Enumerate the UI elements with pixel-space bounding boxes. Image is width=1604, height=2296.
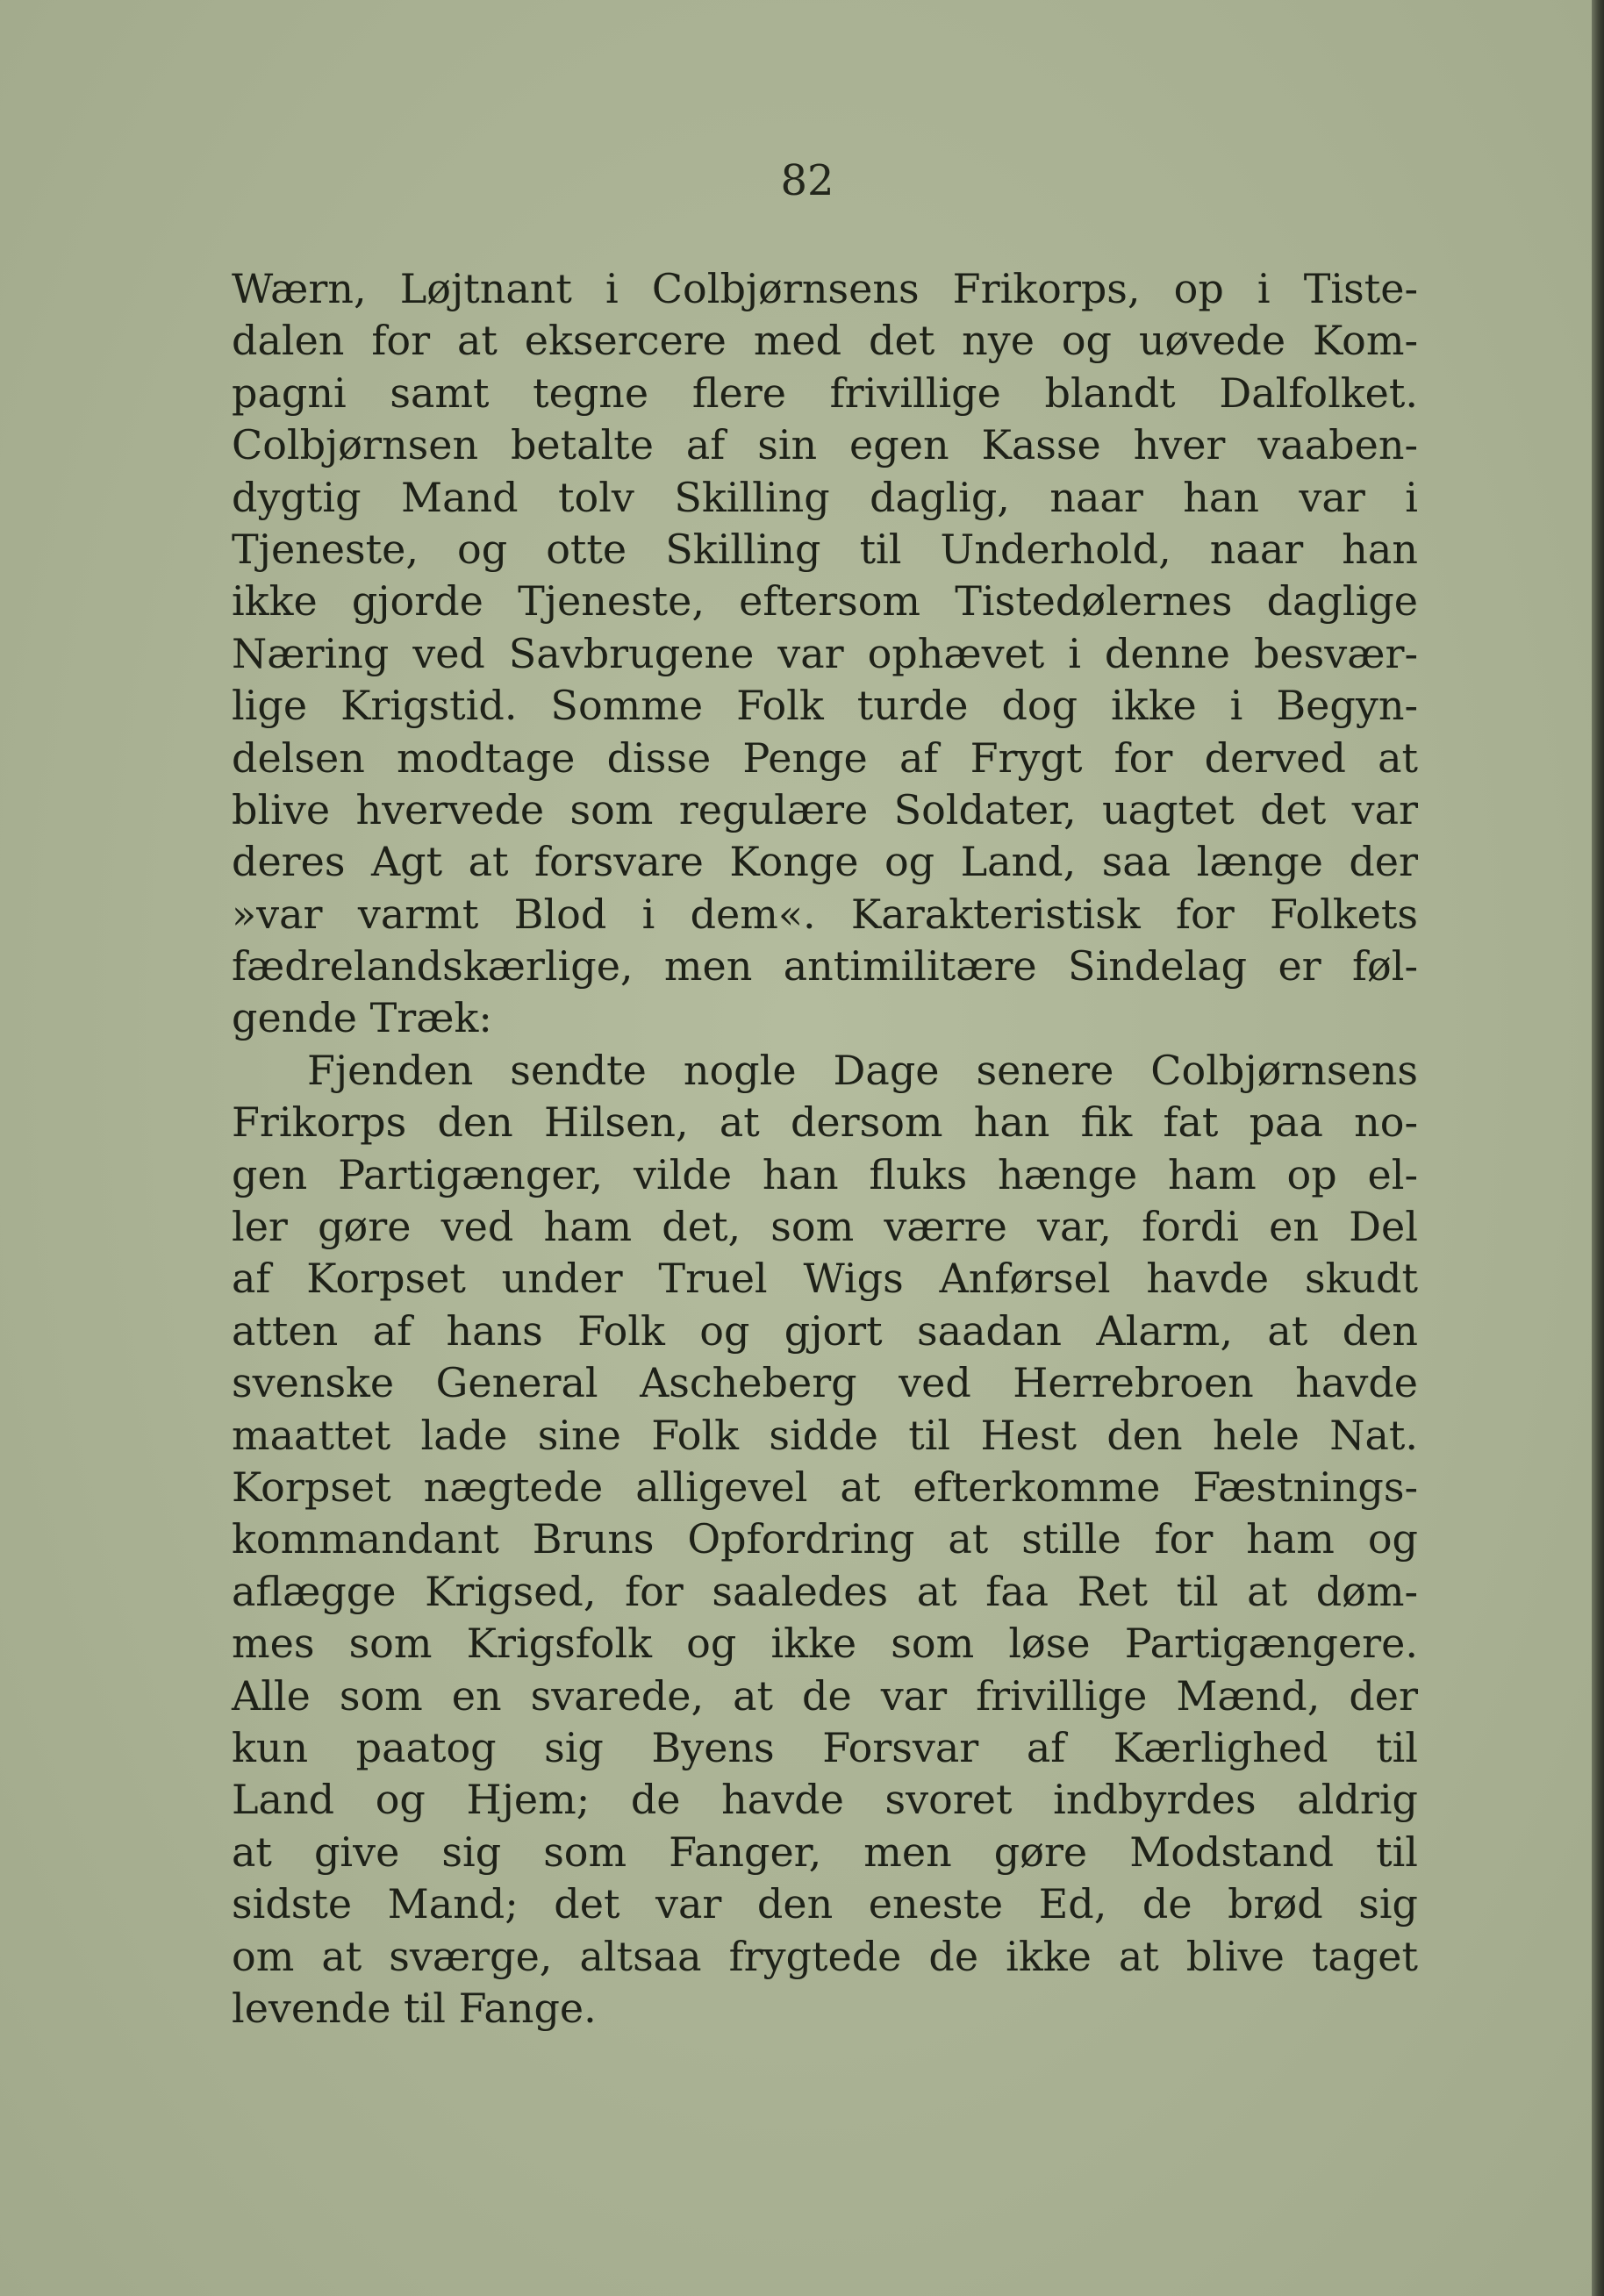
text-line: at give sig som Fanger, men gøre Modstand til <box>232 1828 1418 1876</box>
text-line: gende Træk: <box>232 994 492 1042</box>
text-line: sidste Mand; det var den eneste Ed, de brød sig <box>232 1880 1418 1928</box>
text-line: blive hvervede som regulære Soldater, uagtet det var <box>232 785 1418 833</box>
text-line: Wærn, Løjtnant i Colbjørnsens Frikorps, op i Tiste- <box>232 265 1418 312</box>
text-line: kommandant Bruns Opfordring at stille for ham og <box>232 1515 1418 1563</box>
text-line: aflægge Krigsed, for saaledes at faa Ret til at døm- <box>232 1567 1418 1615</box>
text-line: ler gøre ved ham det, som værre var, fordi en Del <box>232 1203 1418 1251</box>
text-line: mes som Krigsfolk og ikke som løse Partigængere. <box>232 1620 1418 1668</box>
text-line: fædrelandskærlige, men antimilitære Sindelag er føl- <box>232 942 1418 991</box>
page-number: 82 <box>780 156 834 205</box>
text-line: Land og Hjem; de havde svoret indbyrdes aldrig <box>232 1776 1418 1824</box>
body-text <box>232 263 1418 2035</box>
text-line: deres Agt at forsvare Konge og Land, saa længe der <box>232 838 1418 886</box>
text-line: lige Krigstid. Somme Folk turde dog ikke i Begyn- <box>232 682 1418 730</box>
text-line: dygtig Mand tolv Skilling daglig, naar han var i <box>232 473 1418 521</box>
text-line: af Korpset under Truel Wigs Anførsel havde skudt <box>232 1255 1418 1303</box>
text-line: maattet lade sine Folk sidde til Hest den hele Nat. <box>232 1411 1418 1459</box>
text-line: pagni samt tegne flere frivillige blandt Dalfolket. <box>232 368 1418 417</box>
text-line: gen Partigænger, vilde han fluks hænge ham op el- <box>232 1150 1418 1198</box>
text-line: Colbjørnsen betalte af sin egen Kasse hver vaaben- <box>232 421 1418 469</box>
text-line: atten af hans Folk og gjort saadan Alarm, at den <box>232 1306 1418 1355</box>
text-line: dalen for at eksercere med det nye og uøvede Kom- <box>232 317 1418 365</box>
text-line: delsen modtage disse Penge af Frygt for derved at <box>232 733 1418 782</box>
text-line: Tjeneste, og otte Skilling til Underhold, naar han <box>232 525 1418 573</box>
text-line: Korpset nægtede alligevel at efterkomme Fæstnings- <box>232 1463 1418 1511</box>
text-line: levende til Fange. <box>232 1984 597 2032</box>
text-line: Næring ved Savbrugene var ophævet i denne besvær- <box>232 629 1418 677</box>
text-line: Alle som en svarede, at de var frivillige Mænd, der <box>232 1671 1418 1720</box>
text-line: Fjenden sendte nogle Dage senere Colbjørnsens <box>307 1046 1418 1094</box>
text-line: om at sværge, altsaa frygtede de ikke at blive taget <box>232 1932 1418 1980</box>
text-line: svenske General Ascheberg ved Herrebroen havde <box>232 1359 1418 1407</box>
page-edge-shadow <box>1592 0 1604 2296</box>
text-line: »var varmt Blod i dem«. Karakteristisk for Folkets <box>232 890 1418 938</box>
text-line: ikke gjorde Tjeneste, eftersom Tistedølernes daglige <box>232 577 1418 626</box>
text-line: kun paatog sig Byens Forsvar af Kærlighed til <box>232 1723 1418 1771</box>
text-line: Frikorps den Hilsen, at dersom han fik fat paa no- <box>232 1098 1418 1147</box>
